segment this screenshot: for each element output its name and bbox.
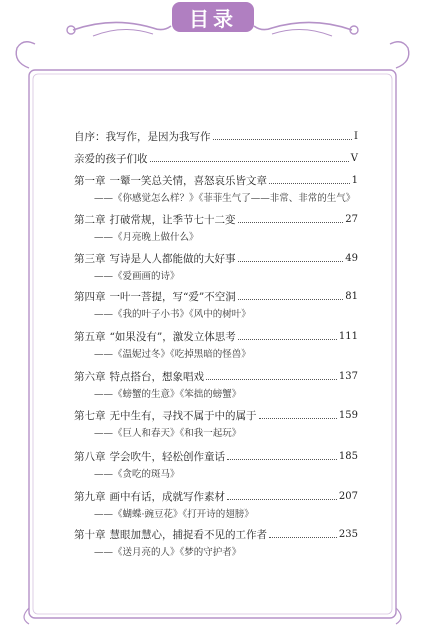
page-number: I (354, 130, 358, 142)
page-number: 27 (345, 213, 358, 225)
chapter-number: 第八章 (74, 450, 106, 463)
dot-leader (269, 536, 337, 538)
page-number: 207 (338, 490, 358, 502)
chapter-subtitle: ——《巨人和春天》《和我一起玩》 (94, 428, 242, 439)
chapter-number: 第一章 (74, 174, 106, 187)
page-number: 159 (338, 409, 358, 421)
toc-entry (74, 407, 358, 423)
chapter-number: 第七章 (74, 409, 106, 422)
toc-entry (74, 288, 358, 304)
page-number: 49 (345, 252, 358, 264)
dot-leader (238, 298, 344, 300)
dot-leader (213, 138, 353, 140)
chapter-title: 一颦一笑总关情，喜怒哀乐皆文章 (109, 174, 267, 187)
page-number: V (350, 152, 358, 164)
chapter-number: 第六章 (74, 370, 106, 383)
chapter-subtitle: ——《我的叶子小书》《风中的树叶》 (94, 309, 251, 320)
toc-entry (74, 488, 358, 504)
chapter-title: 无中生有，寻找不属于中的属于 (109, 409, 257, 422)
chapter-title: 写诗是人人都能做的大好事 (109, 252, 236, 265)
chapter-title: 一叶一菩提，写“爱”不空洞 (109, 290, 236, 303)
chapter-title: 亲爱的孩子们收 (74, 152, 148, 165)
toc-entry (74, 211, 358, 227)
chapter-subtitle: ——《蝴蝶·豌豆花》《打开诗的翅膀》 (94, 509, 254, 520)
dot-leader (259, 417, 337, 419)
chapter-title: 自序：我写作，是因为我写作 (74, 130, 211, 143)
chapter-subtitle: ——《月亮晚上做什么》 (94, 232, 199, 243)
dot-leader (238, 338, 337, 340)
toc-entry (74, 328, 358, 344)
dot-leader (238, 260, 344, 262)
chapter-subtitle: ——《送月亮的人》《梦的守护者》 (94, 547, 242, 558)
chapter-number: 第三章 (74, 252, 106, 265)
dot-leader (238, 221, 344, 223)
chapter-title: 慧眼加慧心，捕捉看不见的工作者 (109, 528, 267, 541)
chapter-number: 第九章 (74, 490, 106, 503)
chapter-title: 学会吹牛，轻松创作童话 (109, 450, 225, 463)
toc-entry (74, 150, 358, 166)
chapter-subtitle: ——《螃蟹的生意》《笨拙的螃蟹》 (94, 389, 242, 400)
chapter-number: 第十章 (74, 528, 106, 541)
toc-entry (74, 250, 358, 266)
chapter-title: 打破常规，让季节七十二变 (109, 213, 236, 226)
dot-leader (269, 182, 350, 184)
page-number: 185 (338, 450, 358, 462)
dot-leader (227, 498, 337, 500)
chapter-subtitle: ——《温妮过冬》《吃掉黑暗的怪兽》 (94, 349, 251, 360)
chapter-subtitle: ——《你感觉怎么样？》《菲菲生气了——非常、非常的生气》 (94, 193, 356, 204)
page-number: 111 (338, 330, 358, 342)
chapter-title: 画中有话，成就写作素材 (109, 490, 225, 503)
toc-entry (74, 448, 358, 464)
toc-entry (74, 526, 358, 542)
dot-leader (206, 378, 337, 380)
dot-leader (150, 160, 349, 162)
page-title: 目录 (172, 2, 254, 32)
chapter-number: 第二章 (74, 213, 106, 226)
chapter-title: “如果没有”，激发立体思考 (109, 330, 236, 343)
chapter-title: 特点搭台，想象唱戏 (109, 370, 204, 383)
toc-entry (74, 128, 358, 144)
toc-entry (74, 368, 358, 384)
chapter-number: 第四章 (74, 290, 106, 303)
chapter-number: 第五章 (74, 330, 106, 343)
page-number: 235 (338, 528, 358, 540)
chapter-subtitle: ——《贪吃的斑马》 (94, 469, 180, 480)
page-number: 137 (338, 370, 358, 382)
page-number: 81 (345, 290, 358, 302)
dot-leader (227, 458, 337, 460)
toc-entry (74, 172, 358, 188)
chapter-subtitle: ——《爱画画的诗》 (94, 271, 180, 282)
page-number: 1 (351, 174, 358, 186)
